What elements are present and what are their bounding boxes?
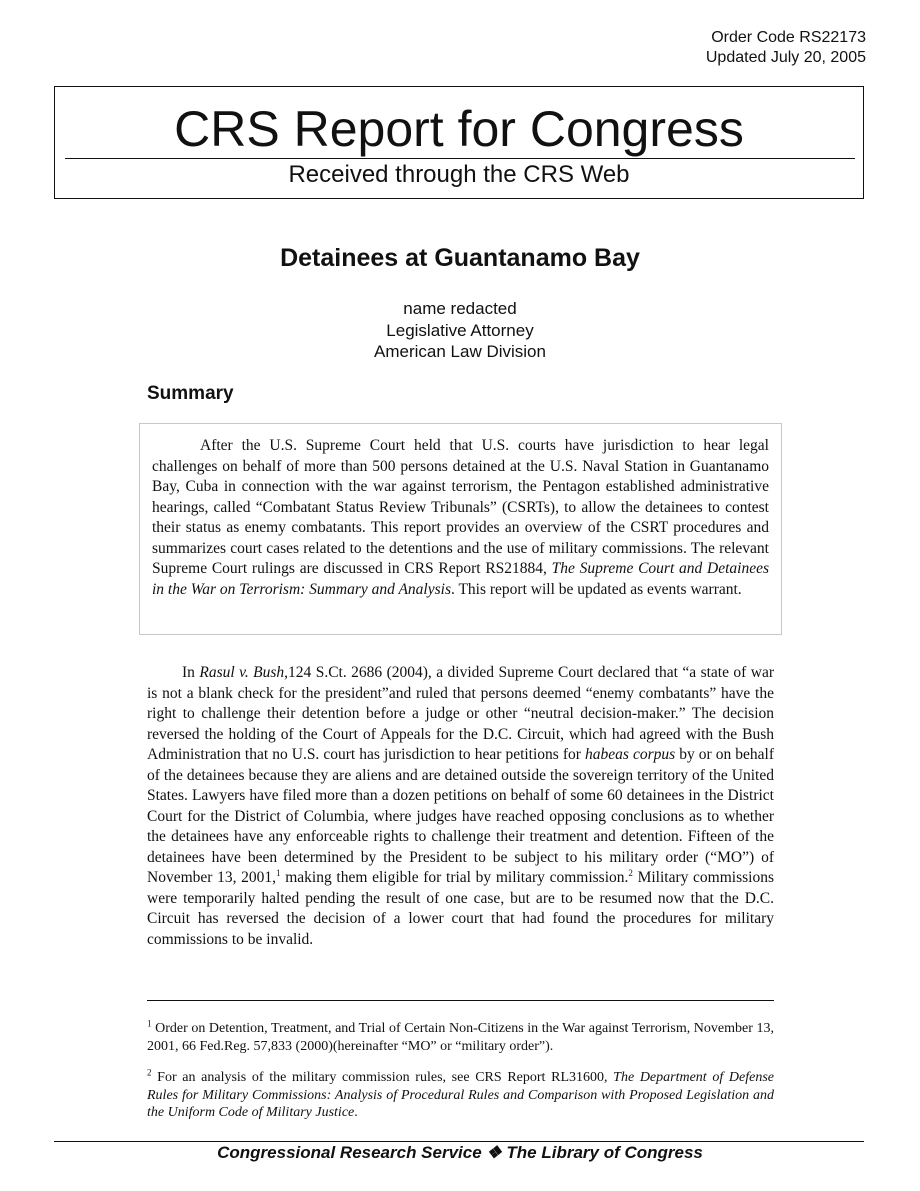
habeas-corpus-term: habeas corpus bbox=[585, 746, 676, 763]
body-paragraph bbox=[147, 663, 774, 950]
author-name: name redacted bbox=[403, 299, 517, 318]
report-header-box bbox=[54, 86, 864, 199]
summary-text-part: After the U.S. Supreme Court held that U.S. courts have jurisdiction to hear legal challenges on behalf of more than 500 persons detained at the U.S. Naval Station in Guantanamo Bay, Cuba in connection with the war against terrorism, the Pentagon established administrative hearings, called “Combatant Status Review Tribunals” (CSRTs), to allow the detainees to contest their status as enemy combatants. This report provides an overview of the CSRT procedures and summarizes court cases related to the detentions and the use of military commissions. The relevant Supreme Court rulings are discussed in CRS Report RS21884, bbox=[152, 437, 769, 577]
summary-box bbox=[139, 423, 782, 635]
header-divider bbox=[65, 158, 855, 159]
footnote-ref-1[interactable]: 1 bbox=[276, 867, 281, 878]
footnote-ref-2[interactable]: 2 bbox=[628, 867, 633, 878]
footnote-1 bbox=[147, 1020, 774, 1055]
order-code: Order Code RS22173 bbox=[711, 29, 866, 46]
author-block bbox=[0, 298, 920, 363]
footer-crs: Congressional Research Service bbox=[217, 1143, 482, 1162]
updated-date: Updated July 20, 2005 bbox=[705, 49, 866, 66]
footnote-divider bbox=[147, 1000, 774, 1001]
report-header-subtitle: Received through the CRS Web bbox=[288, 161, 630, 188]
author-position: Legislative Attorney bbox=[386, 320, 534, 340]
order-code-block bbox=[706, 28, 866, 68]
case-name: Rasul v. Bush bbox=[199, 664, 285, 681]
footnote-marker: 1 bbox=[147, 1018, 152, 1029]
footer-loc: The Library of Congress bbox=[506, 1143, 703, 1162]
footer-divider bbox=[54, 1141, 864, 1142]
footnote-text: Order on Detention, Treatment, and Trial of Certain Non-Citizens in the War against Terrorism, November 13, 2001, 66 Fed.Reg. 57,833 (2000)(hereinafter “MO” or “military order”). bbox=[147, 1021, 774, 1054]
summary-heading: Summary bbox=[147, 383, 234, 404]
footnote-2 bbox=[147, 1069, 774, 1122]
body-text: Military commissions were temporarily halted pending the result of one case, but are to be resumed now that the D.C. Circuit has reversed the decision of a lower court that had found the procedures for military commissions to be invalid. bbox=[147, 869, 775, 948]
footnote-marker: 2 bbox=[147, 1067, 152, 1078]
report-header-title: CRS Report for Congress bbox=[174, 101, 744, 157]
summary-cited-report-title: The Supreme Court and Detainees in the War on Terrorism: Summary and Analysis bbox=[152, 560, 769, 598]
summary-text bbox=[152, 436, 769, 600]
body-text: ,124 S.Ct. 2686 (2004), a divided Supreme Court declared that “a state of war is not a blank check for the president”and ruled that persons deemed “enemy combatants” have the right to challenge their detention before a judge or other “neutral decision-maker.” The decision reversed the holding of the Court of Appeals for the D.C. Circuit, which had agreed with the Bush Administration that no U.S. court has jurisdiction to hear petitions for bbox=[147, 664, 774, 763]
footnote-text-end: . bbox=[354, 1105, 358, 1120]
body-text: In bbox=[182, 664, 200, 681]
footnote-cited-title: The Department of Defense Rules for Military Commissions: Analysis of Procedural Rules and Comparison with Proposed Legislation and the Uniform Code of Military Justice bbox=[147, 1070, 774, 1120]
summary-text-end: . This report will be updated as events warrant. bbox=[450, 580, 742, 598]
body-text: by or on behalf of the detainees because they are aliens and are detained outside the sovereign territory of the United States. Lawyers have filed more than a dozen petitions on behalf of some 60 detainees in the District Court for the District of Columbia, where judges have reached opposing conclusions as to whether the detainees have any enforceable rights to challenge their treatment and detention. Fifteen of the detainees have been determined by the President to be subject to his military order (“MO”) of November 13, 2001, bbox=[147, 746, 775, 886]
page-footer bbox=[0, 1143, 920, 1163]
diamond-separator-icon: ❖ bbox=[486, 1143, 502, 1162]
body-text: making them eligible for trial by military commission. bbox=[280, 869, 629, 886]
document-title: Detainees at Guantanamo Bay bbox=[280, 244, 640, 272]
footnote-text: For an analysis of the military commission rules, see CRS Report RL31600, bbox=[151, 1070, 614, 1085]
author-division: American Law Division bbox=[374, 342, 546, 361]
